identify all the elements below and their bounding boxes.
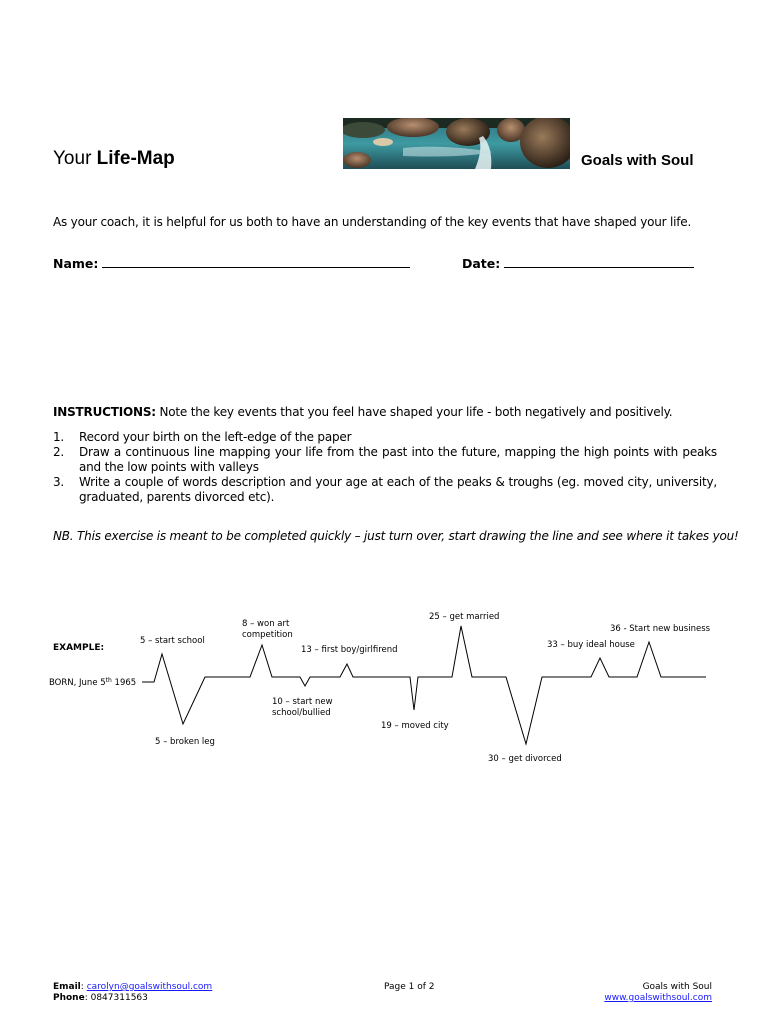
label-new-school-line2: school/bullied (272, 708, 331, 718)
label-start-school: 5 – start school (140, 636, 205, 646)
label-won-art-line1: 8 – won art (242, 619, 290, 629)
step-text: Write a couple of words description and your age at each of the peaks & troughs (eg. moved city, university, graduated, parents divorced etc). (79, 475, 717, 504)
label-moved-city: 19 – moved city (381, 721, 449, 731)
instructions-text: Note the key events that you feel have shaped your life - both negatively and positively. (159, 405, 673, 419)
instruction-steps (53, 430, 717, 505)
label-married: 25 – get married (429, 612, 500, 622)
footer-email-row: Email: carolyn@goalswithsoul.com (53, 982, 213, 992)
date-field[interactable] (462, 256, 694, 271)
website-link[interactable]: www.goalswithsoul.com (604, 993, 712, 1003)
footer-contact (53, 982, 212, 1004)
born-label (49, 677, 136, 688)
example-heading: EXAMPLE: (53, 643, 105, 653)
label-divorced: 30 – get divorced (488, 754, 562, 764)
name-blank-line[interactable] (102, 256, 410, 268)
phone-label: Phone (53, 993, 85, 1003)
step-text: Draw a continuous line mapping your life from the past into the future, mapping the high points with peaks and the low points with valleys (79, 445, 717, 474)
step-item (53, 475, 717, 505)
brand-name: Goals with Soul (581, 152, 694, 169)
name-field[interactable] (53, 256, 410, 271)
instructions-heading (53, 405, 672, 419)
born-text: BORN, June 5 (49, 678, 106, 688)
title-strong: Life-Map (96, 148, 175, 169)
born-year: 1965 (111, 678, 137, 688)
footer-phone-row: Phone: 0847311563 (53, 993, 148, 1003)
label-broken-leg: 5 – broken leg (155, 737, 215, 747)
name-label: Name: (53, 256, 99, 271)
example-life-map (0, 600, 768, 780)
date-label: Date: (462, 256, 501, 271)
waterfall-photo (343, 118, 570, 169)
note-text: NB. This exercise is meant to be completed quickly – just turn over, start drawing the line and see where it takes you! (53, 529, 739, 543)
intro-text: As your coach, it is helpful for us both to have an understanding of the key events that have shaped your life. (53, 215, 692, 229)
instructions-label: INSTRUCTIONS: (53, 405, 156, 419)
step-text: Record your birth on the left-edge of the paper (79, 430, 352, 444)
page-number: Page 1 of 2 (384, 982, 435, 992)
phone-number: 0847311563 (90, 993, 148, 1003)
label-new-business: 36 - Start new business (610, 624, 711, 634)
title-prefix: Your (53, 148, 92, 169)
step-item (53, 430, 717, 445)
step-number: 1. (53, 430, 65, 444)
label-first-bf: 13 – first boy/girlfirend (301, 645, 398, 655)
footer-brand (604, 982, 712, 1004)
label-ideal-house: 33 – buy ideal house (547, 640, 635, 650)
email-link[interactable]: carolyn@goalswithsoul.com (86, 982, 213, 992)
date-blank-line[interactable] (504, 256, 694, 268)
footer-brand-name: Goals with Soul (642, 982, 712, 992)
label-new-school-line1: 10 – start new (272, 697, 333, 707)
label-won-art-line2: competition (242, 630, 293, 640)
born-superscript: th (105, 677, 112, 684)
step-number: 2. (53, 445, 65, 459)
step-item (53, 445, 717, 475)
email-label: Email (53, 982, 81, 992)
step-number: 3. (53, 475, 65, 489)
page-title (53, 148, 175, 170)
